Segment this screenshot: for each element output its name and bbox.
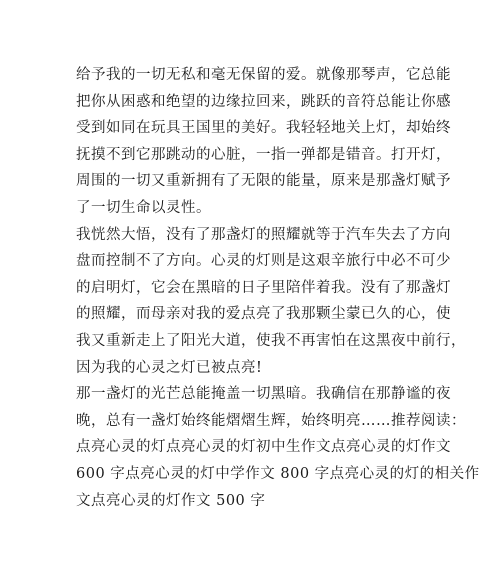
text-line: 那一盏灯的光芒总能掩盖一切黑暗。我确信在那静谧的夜	[76, 386, 451, 403]
text-line: 了一切生命以灵性。	[76, 199, 211, 216]
text-line: 点亮心灵的灯点亮心灵的灯初中生作文点亮心灵的灯作文	[76, 439, 451, 456]
text-line: 把你从困惑和绝望的边缘拉回来，跳跃的音符总能让你感	[76, 93, 451, 110]
article-body	[76, 62, 480, 514]
text-line: 600 字点亮心灵的灯中学作文 800 字点亮心灵的灯的相关作	[76, 465, 480, 482]
text-line: 晚，总有一盏灯始终能熠熠生辉，始终明亮……推荐阅读：	[76, 412, 466, 429]
text-line: 我又重新走上了阳光大道，使我不再害怕在这黑夜中前行，	[76, 332, 466, 349]
text-line: 的启明灯，它会在黑暗的日子里陪伴着我。没有了那盏灯	[76, 279, 451, 296]
text-line: 的照耀，而母亲对我的爱点亮了我那颗尘蒙已久的心，使	[76, 306, 451, 323]
text-line: 因为我的心灵之灯已被点亮!	[76, 359, 263, 376]
text-line: 受到如同在玩具王国里的美好。我轻轻地关上灯，却始终	[76, 120, 451, 137]
text-line: 我恍然大悟，没有了那盏灯的照耀就等于汽车失去了方向	[76, 226, 451, 243]
text-line: 盘而控制不了方向。心灵的灯则是这艰辛旅行中必不可少	[76, 253, 451, 270]
text-line: 周围的一切又重新拥有了无限的能量，原来是那盏灯赋予	[76, 173, 451, 190]
text-line: 文点亮心灵的灯作文 500 字	[76, 492, 266, 509]
text-line: 抚摸不到它那跳动的心脏，一指一弹都是错音。打开灯，	[76, 146, 451, 163]
text-line: 给予我的一切无私和毫无保留的爱。就像那琴声，它总能	[76, 67, 451, 83]
